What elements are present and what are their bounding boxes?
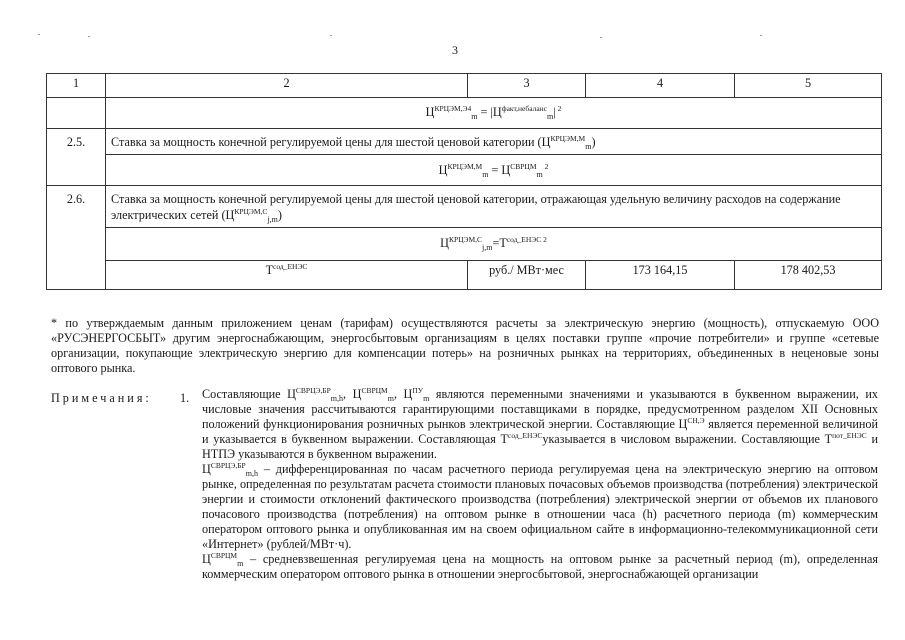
tariff-table [46,73,882,290]
row-number: 2.6. [47,186,106,290]
table-row [47,129,882,155]
note-paragraph: $Ц^{СВРЦМ}_m$ – средневзвешенная регулируемая цена на мощность на оптовом рынке за расчетный период (m), определенная коммерческим оператором оптового рынка в отношении энергосбытовой, энергоснабжающей организации [202,551,878,581]
table-row [47,227,882,260]
rate-unit: руб./ МВт·мес [468,260,586,289]
note-paragraph: $Ц^{СВРЦЭ,БР}_{m,h}$ – дифференцированная по часам расчетного периода регулируемая цена на электрическую энергию на оптовом рынке, определенная по результатам расчета стоимости плановых почасовых объемов производства (потребления) электрической энергии и стоимости отклонений фактического производства (потребления) электрической энергии от объемов их планового почасового производства (потребления) на оптовом рынке в отношении часа (h) расчетного периода (m) коммерческим оператором оптового рынка и опубликованная им на своем официальном сайте в информационно-телекоммуникационной сети «Интернет» (рублей/МВт·ч). [202,461,878,551]
table-row [47,98,882,129]
row-description: Ставка за мощность конечной регулируемой цены для шестой ценовой категории, отражающая удельную величину расходов на содержание электрических сетей $(Ц^{КРЦЭМ,С}_{j,m})$ [106,186,882,228]
table-row [47,260,882,289]
table-row [47,186,882,228]
page-number: 3 [452,43,458,57]
row-number: 2.5. [47,129,106,186]
scan-speck [88,36,90,37]
table-header-row [47,74,882,98]
scan-speck [330,35,332,36]
scan-speck [760,35,762,36]
table-row [47,155,882,186]
column-header: 1 [47,74,106,98]
rate-value-first-half: 173 164,15 [586,260,735,289]
column-header: 4 [586,74,735,98]
column-header: 2 [106,74,468,98]
rate-label: $Т^{сод\_ЕНЭС}$ [106,260,468,289]
notes-label: Примечания: [51,391,152,405]
column-header: 3 [468,74,586,98]
scan-speck [38,34,40,35]
notes-body [202,387,878,582]
footnote: * по утверждаемым данным приложением ценам (тарифам) осуществляются расчеты за электрическую энергию (мощность), отпускаемую ООО «РУСЭНЕРГОСБЫТ» другим энергоснабжающим, энергосбытовым организациям в целях поставки группе «прочие потребители» и группе «сетевые организации, покупающие электрическую энергию для компенсации потерь» на розничных рынках на территориях, объединенных в неценовые зоны оптового рынка. [51,316,879,375]
formula-krcem-c: $Ц^{КРЦЭМ,С}_{j,m}=Т^{сод\_ЕНЭС}$ $^2$ [106,227,882,260]
row-description: Ставка за мощность конечной регулируемой цены для шестой ценовой категории $(Ц^{КРЦЭМ,М}_m)$ [106,129,882,155]
column-header: 5 [735,74,882,98]
note-paragraph: Составляющие $Ц^{СВРЦЭ,БР}_{m,h}$, $Ц^{СВРЦМ}_m$, $Ц^{ПУ}_m$ являются переменными значениями и указываются в буквенном выражении, их числовые значения рассчитываются гарантирующими поставщиками в порядке, предусмотренном разделом XII Основных положений функционирования розничных рынков электрической энергии. Составляющие $Ц^{СН,Э}$ является переменной величиной и указывается в буквенном выражении. Составляющая $Т^{сод\_ЕНЭС}указывается$ в числовом выражении. Составляющие $Т^{пот\_ЕНЭС}$ и НТПЭ указываются в буквенном выражении. [202,386,879,461]
formula-krcem-e4: $Ц^{КРЦЭМ,Э4}_m = |Ц^{факт,небаланс}_m|$ $^2$ [106,98,882,129]
formula-krcem-m: $Ц^{КРЦЭМ,М}_m = Ц^{СВРЦМ}_m$ $^2$ [106,155,882,186]
scan-speck [600,37,602,38]
rate-value-second-half: 178 402,53 [735,260,882,289]
note-item-number: 1. [180,391,190,405]
